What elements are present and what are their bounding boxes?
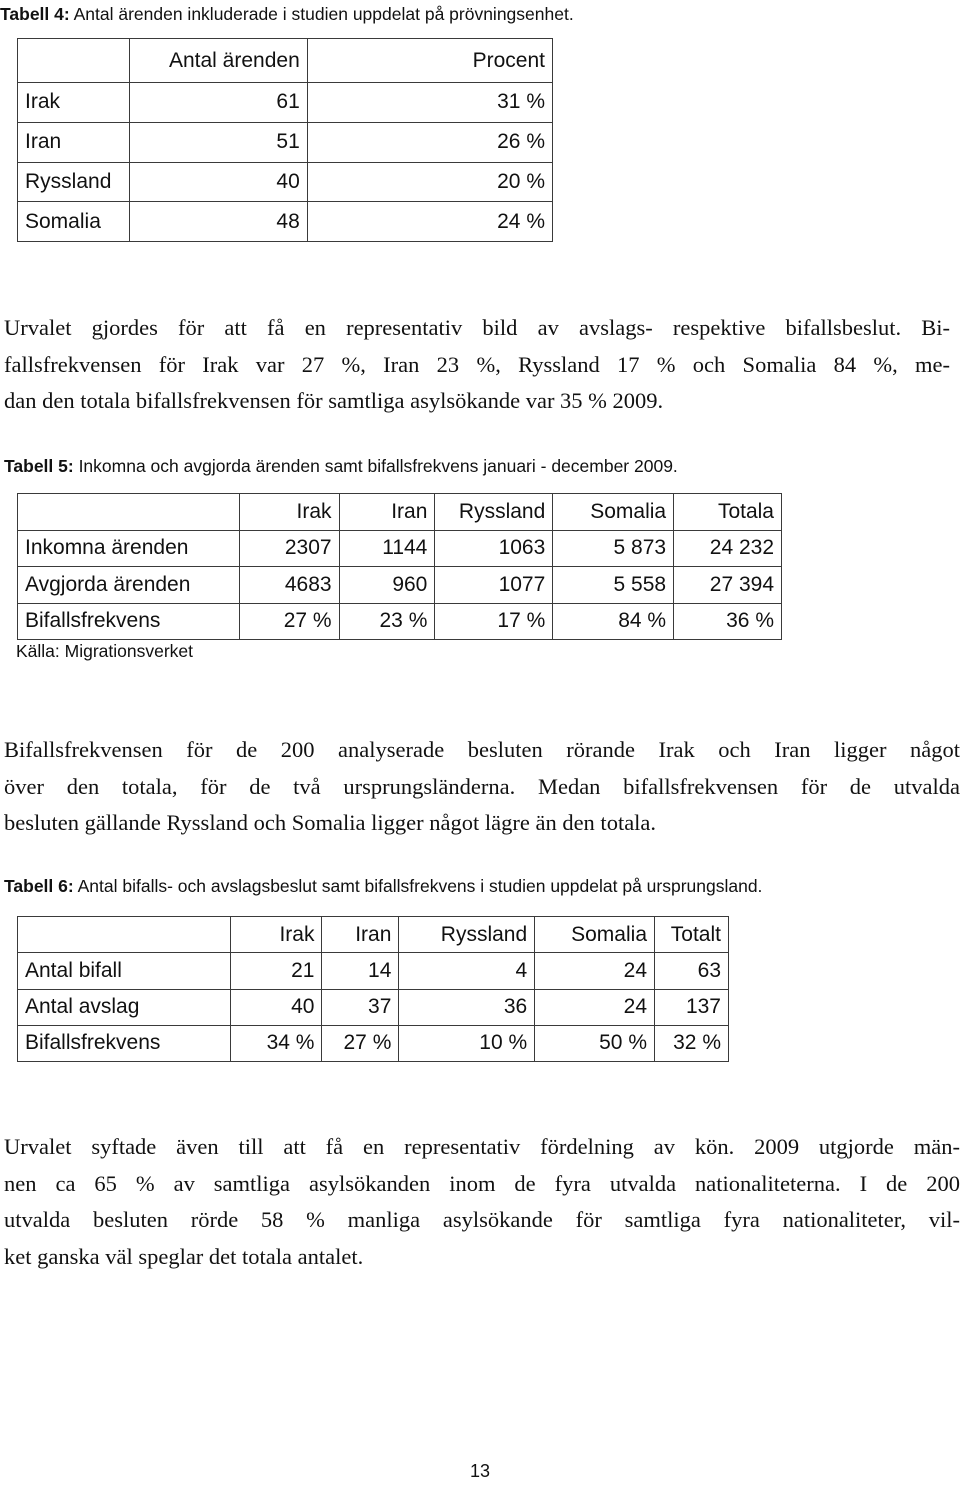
table-cell: 10 %	[399, 1025, 535, 1061]
table-row	[18, 567, 782, 604]
table-cell: 1077	[435, 567, 553, 604]
table-cell: 2307	[239, 530, 339, 567]
table-cell: 84 %	[553, 603, 674, 640]
table-cell: 20 %	[307, 162, 552, 202]
body-paragraph	[4, 1129, 960, 1275]
paragraph-line: dan den totala bifallsfrekvensen för samtliga asylsökande var 35 % 2009.	[4, 388, 664, 413]
table4-header-cell	[18, 39, 130, 83]
table6-header-cell: Totalt	[655, 917, 729, 953]
table-cell: 31 %	[307, 83, 552, 123]
table-cell: Iran	[18, 122, 130, 162]
table-cell: Bifallsfrekvens	[18, 1025, 231, 1061]
table-cell: 1063	[435, 530, 553, 567]
table-cell: Irak	[18, 83, 130, 123]
page-number: 13	[469, 1461, 491, 1481]
table-cell: Bifallsfrekvens	[18, 603, 240, 640]
table6-caption	[4, 876, 762, 897]
table-cell: 24	[535, 989, 655, 1025]
table-cell: 40	[129, 162, 307, 202]
paragraph-line: ket ganska väl speglar det totala antalet.	[4, 1243, 364, 1269]
table-cell: 4683	[239, 567, 339, 604]
table-cell: 24 232	[674, 530, 782, 567]
table-cell: 960	[339, 567, 435, 604]
table5-header-cell: Somalia	[553, 494, 674, 531]
paragraph-line: över den totala, för de två ursprungsländerna. Medan bifallsfrekvensen för de utvalda	[4, 773, 960, 799]
table6-header-cell: Iran	[322, 917, 399, 953]
table5-header-cell	[18, 494, 240, 531]
table-cell: Antal bifall	[18, 953, 231, 989]
table-cell: 27 394	[674, 567, 782, 604]
table-cell: Somalia	[18, 202, 130, 242]
table-row	[18, 603, 782, 640]
table-cell: 34 %	[230, 1025, 322, 1061]
table5-caption-text: Inkomna och avgjorda ärenden samt bifallsfrekvens januari - december 2009.	[73, 456, 678, 476]
table-cell: 23 %	[339, 603, 435, 640]
table-row	[18, 530, 782, 567]
table5-header-cell: Totala	[674, 494, 782, 531]
table-cell: 24	[535, 953, 655, 989]
table-cell: 36 %	[674, 603, 782, 640]
table6	[17, 916, 729, 1062]
table5-header-cell: Irak	[239, 494, 339, 531]
table-row	[18, 953, 729, 989]
table5	[17, 493, 782, 640]
table6-caption-label: Tabell 6:	[4, 876, 74, 896]
table-cell: 17 %	[435, 603, 553, 640]
table-row	[18, 83, 553, 123]
table6-header-cell: Somalia	[535, 917, 655, 953]
table4-header-cell: Antal ärenden	[129, 39, 307, 83]
table-row	[18, 162, 553, 202]
table4	[17, 38, 553, 242]
table-row	[18, 122, 553, 162]
paragraph-line: fallsfrekvensen för Irak var 27 %, Iran 23 %, Ryssland 17 % och Somalia 84 %, me-	[4, 351, 950, 377]
table4-caption-text: Antal ärenden inkluderade i studien uppdelat på prövningsenhet.	[69, 4, 574, 24]
body-paragraph	[4, 310, 950, 420]
body-paragraph	[4, 732, 960, 842]
table-cell: 27 %	[322, 1025, 399, 1061]
table-row	[18, 989, 729, 1025]
table-cell: 36	[399, 989, 535, 1025]
table-cell: Inkomna ärenden	[18, 530, 240, 567]
table-cell: 14	[322, 953, 399, 989]
table5-caption	[4, 456, 678, 477]
table-cell: 5 558	[553, 567, 674, 604]
table5-source: Källa: Migrationsverket	[16, 641, 194, 661]
table-cell: 50 %	[535, 1025, 655, 1061]
table-cell: Antal avslag	[18, 989, 231, 1025]
table6-caption-text: Antal bifalls- och avslagsbeslut samt bifallsfrekvens i studien uppdelat på ursprungsland.	[73, 876, 763, 896]
paragraph-line: Bifallsfrekvensen för de 200 analyserade besluten rörande Irak och Iran ligger något	[4, 737, 960, 762]
paragraph-line: utvalda besluten rörde 58 % manliga asylsökande för samtliga fyra nationaliteter, vil-	[4, 1207, 960, 1232]
table5-caption-label: Tabell 5:	[4, 456, 74, 476]
table5-header-cell: Ryssland	[435, 494, 553, 531]
table-cell: 24 %	[307, 202, 552, 242]
table4-header-cell: Procent	[307, 39, 552, 83]
paragraph-line: besluten gällande Ryssland och Somalia ligger något lägre än den totala.	[4, 810, 657, 835]
table-cell: 48	[129, 202, 307, 242]
paragraph-line: Urvalet gjordes för att få en representativ bild av avslags- respektive bifallsbeslut. Bi-	[4, 315, 950, 340]
table6-header-cell: Irak	[230, 917, 322, 953]
paragraph-line: nen ca 65 % av samtliga asylsökanden inom de fyra utvalda nationaliteterna. I de 200	[4, 1170, 960, 1196]
table6-header-row	[18, 917, 729, 953]
table-cell: 63	[655, 953, 729, 989]
table6-header-cell: Ryssland	[399, 917, 535, 953]
table-cell: 51	[129, 122, 307, 162]
table-cell: 21	[230, 953, 322, 989]
table-cell: 1144	[339, 530, 435, 567]
table-cell: 26 %	[307, 122, 552, 162]
table-cell: 61	[129, 83, 307, 123]
table-row	[18, 202, 553, 242]
table6-header-cell	[18, 917, 231, 953]
table-row	[18, 1025, 729, 1061]
table5-header-row	[18, 494, 782, 531]
table-cell: 32 %	[655, 1025, 729, 1061]
table4-caption-label: Tabell 4:	[0, 4, 70, 24]
table-cell: 4	[399, 953, 535, 989]
table-cell: 5 873	[553, 530, 674, 567]
paragraph-line: Urvalet syftade även till att få en representativ fördelning av kön. 2009 utgjorde män-	[4, 1134, 960, 1159]
table-cell: Avgjorda ärenden	[18, 567, 240, 604]
table-cell: 27 %	[239, 603, 339, 640]
table-cell: 37	[322, 989, 399, 1025]
table4-header-row	[18, 39, 553, 83]
table5-header-cell: Iran	[339, 494, 435, 531]
table4-caption	[0, 4, 574, 25]
table-cell: 40	[230, 989, 322, 1025]
table-cell: Ryssland	[18, 162, 130, 202]
table-cell: 137	[655, 989, 729, 1025]
